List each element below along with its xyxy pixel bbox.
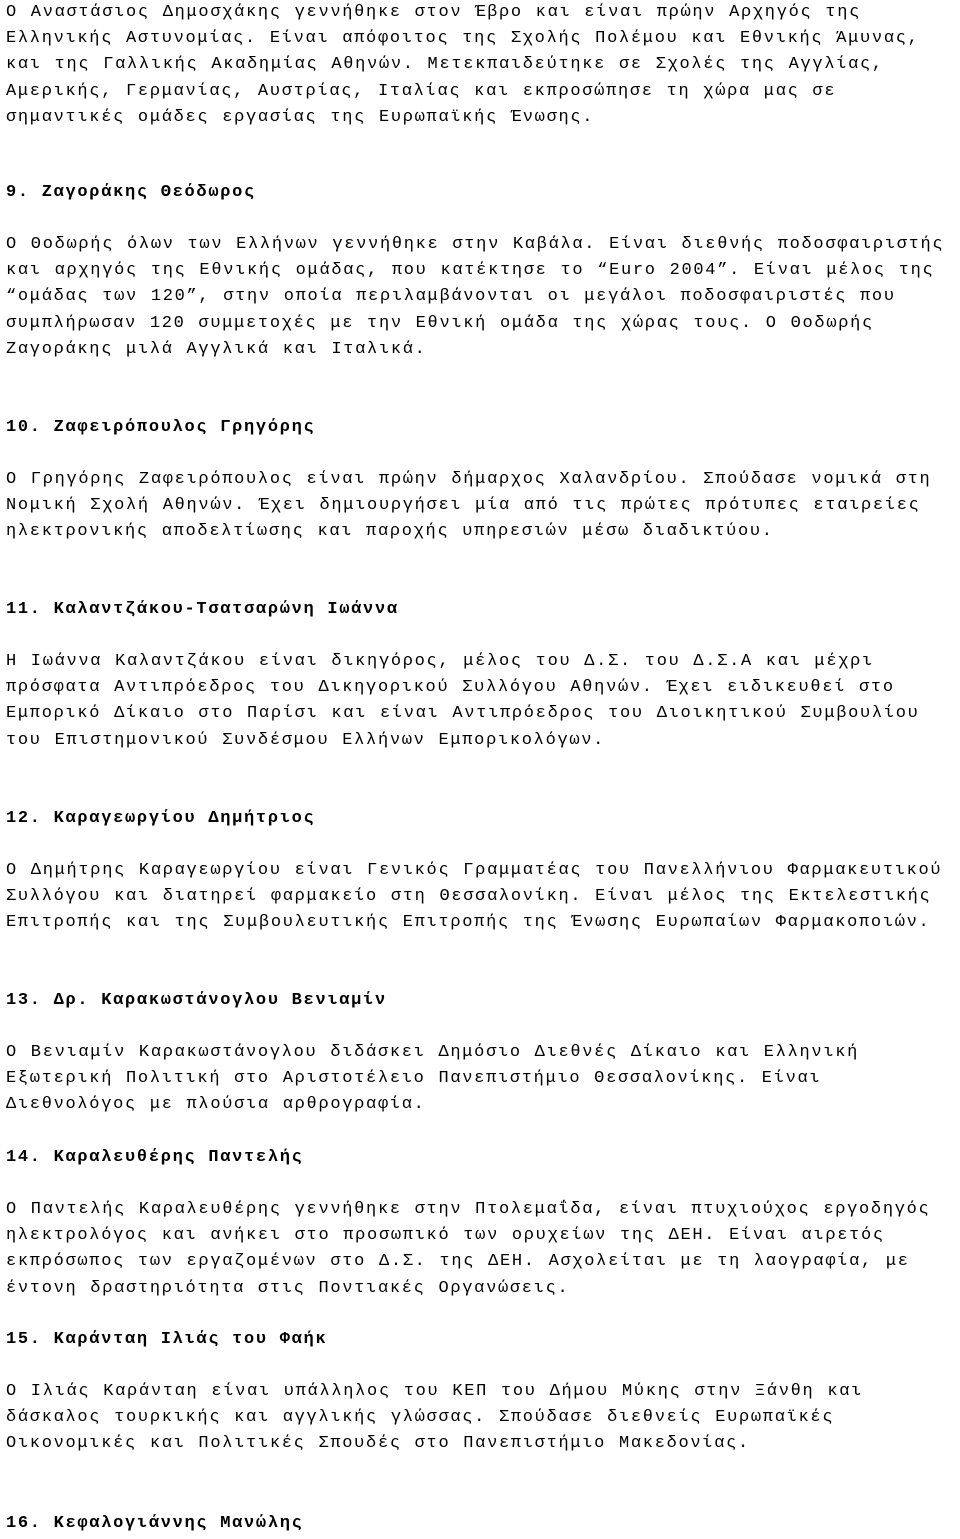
section-9-body (6, 232, 958, 363)
section-9 (6, 180, 958, 206)
section-14 (6, 1145, 958, 1171)
section-11 (6, 597, 958, 623)
section-13-body (6, 1040, 958, 1119)
section-paragraph: Ο Γρηγόρης Ζαφειρόπουλος είναι πρώην δήμαρχος Χαλανδρίου. Σπούδασε νομικά στη Νομική Σχολή Αθηνών. Έχει δημιουργήσει μία από τις πρώτες πρότυπες εταιρείες ηλεκτρονικής αποδελτίωσης και παροχής υπηρεσιών μέσω διαδικτύου. (6, 470, 932, 542)
section-heading: 16. Κεφαλογιάννης Μανώλης (6, 1514, 304, 1533)
section-paragraph: Ο Παντελής Καραλευθέρης γεννήθηκε στην Πτολεμαΐδα, είναι πτυχιούχος εργοδηγός ηλεκτρολόγος και ανήκει στο προσωπικό των ορυχείων της ΔΕΗ. Είναι αιρετός εκπρόσωπος των εργαζομένων στο Δ.Σ. της ΔΕΗ. Ασχολείται με τη λαογραφία, με έντονη δραστηριότητα στις Ποντιακές Οργανώσεις. (6, 1200, 931, 1298)
section-heading: 15. Καράνταη Ιλιάς του Φαήκ (6, 1330, 328, 1349)
section-14-body (6, 1197, 958, 1302)
section-16 (6, 1511, 958, 1537)
section-heading: 10. Ζαφειρόπουλος Γρηγόρης (6, 418, 316, 437)
section-15-body (6, 1379, 958, 1458)
intro-block (6, 0, 958, 131)
section-heading: 12. Καραγεωργίου Δημήτριος (6, 809, 316, 828)
section-heading: 11. Καλαντζάκου-Τσατσαρώνη Ιωάννα (6, 600, 399, 619)
section-13 (6, 988, 958, 1014)
section-10 (6, 415, 958, 441)
section-paragraph: Ο Δημήτρης Καραγεωργίου είναι Γενικός Γραμματέας του Πανελλήνιου Φαρμακευτικού Συλλόγου και διατηρεί φαρμακείο στη Θεσσαλονίκη. Είναι μέλος της Εκτελεστικής Επιτροπής και της Συμβουλευτικής Επιτροπής της Ένωσης Ευρωπαίων Φαρμακοποιών. (6, 861, 943, 933)
section-12-body (6, 858, 958, 937)
section-paragraph: Ο Βενιαμίν Καρακωστάνογλου διδάσκει Δημόσιο Διεθνές Δίκαιο και Ελληνική Εξωτερική Πολιτική στο Αριστοτέλειο Πανεπιστήμιο Θεσσαλονίκης. Είναι Διεθνολόγος με πλούσια αρθρογραφία. (6, 1043, 860, 1115)
section-paragraph: Ο Ιλιάς Καράνταη είναι υπάλληλος του ΚΕΠ του Δήμου Μύκης στην Ξάνθη και δάσκαλος τουρκικής και αγγλικής γλώσσας. Σπούδασε διεθνείς Ευρωπαϊκές Οικονομικές και Πολιτικές Σπουδές στο Πανεπιστήμιο Μακεδονίας. (6, 1382, 864, 1454)
section-10-body (6, 467, 958, 546)
intro-paragraph: Ο Αναστάσιος Δημοσχάκης γεννήθηκε στον Έβρο και είναι πρώην Αρχηγός της Ελληνικής Αστυνομίας. Είναι απόφοιτος της Σχολής Πολέμου και Εθνικής Άμυνας, και της Γαλλικής Ακαδημίας Αθηνών. Μετεκπαιδεύτηκε σε Σχολές της Αγγλίας, Αμερικής, Γερμανίας, Αυστρίας, Ιταλίας και εκπροσώπησε τη χώρα μας σε σημαντικές ομάδες εργασίας της Ευρωπαϊκής Ένωσης. (6, 3, 920, 127)
section-11-body (6, 649, 958, 754)
section-heading: 9. Ζαγοράκης Θεόδωρος (6, 183, 256, 202)
section-paragraph: Ο Θοδωρής όλων των Ελλήνων γεννήθηκε στην Καβάλα. Είναι διεθνής ποδοσφαιριστής και αρχηγός της Εθνικής ομάδας, που κατέκτησε το “Euro 2004”. Είναι μέλος της “ομάδας των 120”, στην οποία περιλαμβάνονται οι μεγάλοι ποδοσφαιριστές που συμπλήρωσαν 120 συμμετοχές με την Εθνική ομάδα της χώρας τους. Ο Θοδωρής Ζαγοράκης μιλά Αγγλικά και Ιταλικά. (6, 235, 945, 359)
section-heading: 14. Καραλευθέρης Παντελής (6, 1148, 304, 1167)
section-paragraph: Η Ιωάννα Καλαντζάκου είναι δικηγόρος, μέλος του Δ.Σ. του Δ.Σ.Α και μέχρι πρόσφατα Αντιπρόεδρος του Δικηγορικού Συλλόγου Αθηνών. Έχει ειδικευθεί στο Εμπορικό Δίκαιο στο Παρίσι και είναι Αντιπρόεδρος του Διοικητικού Συμβουλίου του Επιστημονικού Συνδέσμου Ελλήνων Εμπορικολόγων. (6, 652, 920, 750)
section-heading: 13. Δρ. Καρακωστάνογλου Βενιαμίν (6, 991, 387, 1010)
section-15 (6, 1327, 958, 1353)
section-12 (6, 806, 958, 832)
